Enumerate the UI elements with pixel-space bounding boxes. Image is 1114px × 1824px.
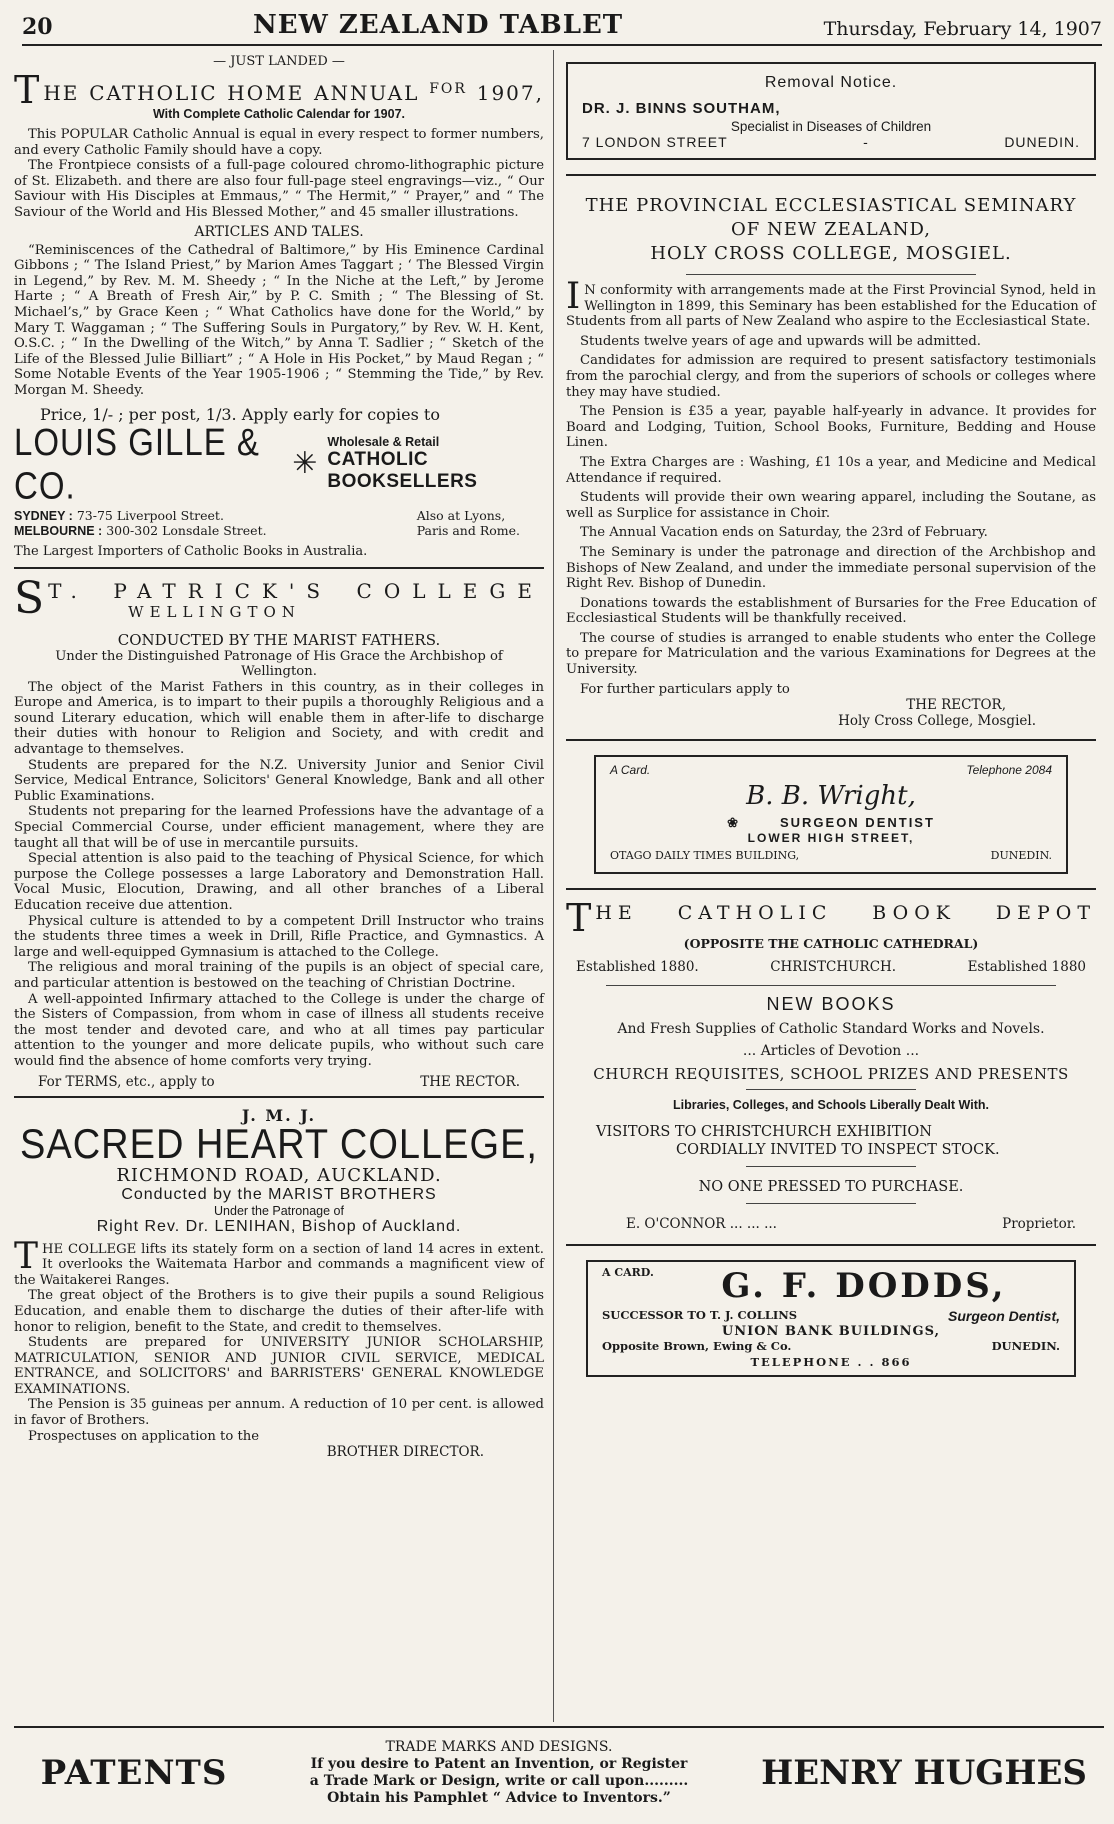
drop-cap: S [14, 572, 45, 624]
annual-word: ANNUAL [314, 81, 420, 105]
opposite: Opposite Brown, Ewing & Co. [602, 1339, 792, 1354]
proprietor: Proprietor. [1002, 1216, 1076, 1233]
henry-hughes: HENRY HUGHES [761, 1753, 1087, 1793]
title-word: COLLEGE [356, 578, 544, 603]
patronage: Under the Distinguished Patronage of His Grace the Archbishop of Wellington. [55, 648, 503, 680]
city: SYDNEY : [14, 508, 73, 523]
drop-cap: I [566, 276, 581, 317]
new-books: NEW BOOKS [766, 994, 896, 1015]
stp-paragraph: Students not preparing for the learned Professions have the advantage of a Special Commercial Course, under efficient management, where they are taught all that will be of use in mercantile pursuits. [14, 804, 544, 851]
sh-paragraph [14, 1235, 544, 1289]
annual-word: CATHOLIC [89, 81, 218, 105]
dash: - [863, 134, 869, 150]
seminary-paragraph: Students will provide their own wearing apparel, including the Soutane, as well as Surplice for assistance in Choir. [566, 490, 1096, 521]
dentist-name: G. F. DODDS, [721, 1266, 1007, 1307]
newspaper-title: NEW ZEALAND TABLET [253, 10, 624, 40]
title-city: WELLINGTON [128, 602, 301, 621]
ornament-icon: ❀ [727, 815, 740, 831]
title-word: HE [595, 902, 638, 925]
seminary-paragraph: The course of studies is arranged to enable students who enter the College to prepare for Matriculation and the various Examinations for Degrees at the University. [566, 630, 1096, 678]
annual-paragraph: The Frontpiece consists of a full-page coloured chromo-lithographic picture of St. Elizabeth. and there are also four full-page steel engravings—viz., “ Our Saviour with His Disciples at Emmaus,” “ The Hermit,” “ Prayer,” and “ The Saviour of the World and His Blessed Mother,” and 45 smaller illustrations. [14, 158, 544, 220]
seminary-paragraph: The Seminary is under the patronage and direction of the Archbishop and Bishops of New Zealand, and under the immediate personal supervision of the Right Rev. Bishop of Dunedin. [566, 544, 1096, 592]
drop-cap: T [14, 1235, 39, 1277]
city: CHRISTCHURCH. [770, 959, 897, 976]
trade-marks: TRADE MARKS AND DESIGNS. [385, 1739, 613, 1755]
no-one-pressed: NO ONE PRESSED TO PURCHASE. [698, 1179, 964, 1196]
successor: SUCCESSOR TO T. J. COLLINS [602, 1308, 798, 1323]
dentist-name: B. B. Wright, [746, 781, 916, 812]
terms: For TERMS, etc., apply to [38, 1073, 215, 1090]
established: Established 1880. [576, 959, 699, 976]
rector: THE RECTOR. [420, 1073, 520, 1090]
under-patronage: Under the Patronage of [214, 1203, 344, 1218]
largest-importers: The Largest Importers of Catholic Books in Australia. [14, 543, 368, 559]
annual-paragraph: “Reminiscences of the Cathedral of Baltimore,” by His Eminence Cardinal Gibbons ; “ The Island Priest,” by Marion Ames Taggart ; ‘ The Blessed Virgin in Legend,” by Rev. M. M. Sheedy ; “ In the Niche at the Left,” by Jerome Harte ; “ A Breath of Fresh Air,” by P. C. Smith ; “ The Blessing of St. Michael’s,” by Grace Keen ; “ What Catholics have done for the World,” by Mary T. Waggaman ; “ The Suffering Souls in Purgatory,” by Rev. W. H. Kent, O.S.C. ; “ In the Dwelling of the Witch,” by Anna T. Sadlier ; “ Sketch of the Life of the Blessed Julie Billiart” ; “ A Hole in His Pocket,” by Maud Regan ; “ Some Notable Events of the Year 1905-1906 ; “ Stemming the Tide,” by Rev. Morgan M. Sheedy. [14, 242, 544, 398]
annual-word: FOR [429, 81, 467, 97]
terms-row [14, 1074, 544, 1090]
stp-paragraph: The object of the Marist Fathers in this country, as in their colleges in Europe and America, is to impart to their pupils a thoroughly Religious and a sound Literary education, which will enable them in after-life to discharge their duties with honour to Religion and Society, and with credit and advantage to themselves. [14, 679, 544, 758]
seminary-rector: THE RECTOR, [906, 697, 1006, 714]
devotion: ... Articles of Devotion ... [742, 1043, 920, 1060]
specialist: Specialist in Diseases of Children [730, 119, 932, 134]
fresh-supplies: And Fresh Supplies of Catholic Standard Works and Novels. [617, 1021, 1045, 1038]
left-column [14, 50, 544, 1460]
drop-cap: T [14, 68, 40, 112]
sh-paragraph: The great object of the Brothers is to give their pupils a sound Religious Education, and enable them to discharge the duties of their after-life with honor to religion, benefit to the State, and credit to themselves. [14, 1288, 544, 1335]
price-line: Price, 1/- ; per post, 1/3. Apply early for copies to [40, 404, 440, 424]
footer-line: a Trade Mark or Design, write or call upon......... [309, 1773, 689, 1789]
libraries: Libraries, Colleges, and Schools Liberally Dealt With. [673, 1098, 989, 1113]
sacred-heart-ad [14, 1106, 544, 1461]
surgeon-dentist: Surgeon Dentist, [947, 1308, 1060, 1325]
page-number: 20 [22, 14, 53, 40]
right-column [566, 50, 1096, 1377]
city: DUNEDIN. [1004, 134, 1080, 150]
stp-paragraph: Special attention is also paid to the teaching of Physical Science, for which purpose the College possesses a large Laboratory and Demonstration Hall. Vocal Music, Elocution, Drawing, and all other branches of a Liberal Education receive due attention. [14, 851, 544, 913]
also-at: Paris and Rome. [416, 522, 520, 538]
footer-line: If you desire to Patent an Invention, or Register [310, 1756, 688, 1772]
city: MELBOURNE : [14, 523, 103, 538]
visitors: VISITORS TO CHRISTCHURCH EXHIBITION [596, 1124, 932, 1141]
sh-paragraph: Prospectuses on application to the [28, 1428, 260, 1444]
telephone: Telephone 2084 [966, 763, 1052, 778]
dodds-card [586, 1260, 1076, 1377]
book-depot-ad [566, 896, 1096, 1233]
wright-card [594, 755, 1068, 874]
addresses [14, 508, 544, 538]
seminary-paragraph: Candidates for admission are required to present satisfactory testimonials from the parochial clergy, and from the superiors of schools or colleges where they may have studied. [566, 353, 1096, 400]
issue-date: Thursday, February 14, 1907 [823, 18, 1102, 40]
doctor-name: DR. J. BINNS SOUTHAM, [582, 100, 781, 117]
seminary-h1: THE PROVINCIAL ECCLESIASTICAL SEMINARY [585, 195, 1077, 216]
stp-paragraph: Students are prepared for the N.Z. University Junior and Senior Civil Service, Medical Entrance, Solicitors' General Knowledge, Bank and all other Public Examinations. [14, 757, 544, 804]
seminary-paragraph: The Extra Charges are : Washing, £1 10s a year, and Medicine and Medical Attendance if required. [566, 454, 1096, 486]
city: DUNEDIN. [990, 849, 1052, 863]
card-label: A Card. [610, 763, 651, 778]
masthead [22, 6, 1102, 46]
annual-word: HOME [227, 81, 305, 105]
established: Established 1880 [967, 959, 1086, 976]
title-word: T. [48, 578, 89, 603]
seminary-paragraph: For further particulars apply to [580, 681, 790, 697]
star-icon: ✳ [292, 446, 318, 481]
seminary-ad [566, 194, 1096, 729]
telephone: TELEPHONE . . 866 [750, 1355, 912, 1370]
removal-address [582, 134, 1080, 150]
catholic-annual-ad [14, 54, 544, 559]
director: BROTHER DIRECTOR. [326, 1444, 484, 1461]
footer-line: Obtain his Pamphlet “ Advice to Inventors.” [327, 1790, 671, 1806]
annual-paragraph: This POPULAR Catholic Annual is equal in every respect to former numbers, and every Catholic Family should have a copy. [14, 127, 544, 158]
column-divider [553, 50, 554, 1722]
seminary-paragraph: The Pension is £35 a year, payable half-yearly in advance. It provides for Board and Lodging, Tuition, School Books, Furniture, Bedding and House Linen. [566, 404, 1096, 451]
street: 7 LONDON STREET [582, 134, 728, 150]
removal-notice [566, 62, 1096, 160]
annual-title [14, 68, 544, 112]
building: UNION BANK BUILDINGS, [721, 1324, 941, 1340]
seminary-text: N conformity with arrangements made at the First Provincial Synod, held in Wellington in 1899, this Seminary has been established for the Education of Students from all parts of New Zealand who aspire to the Ecclesiastical State. [566, 283, 1096, 330]
church-requisites: CHURCH REQUISITES, SCHOOL PRIZES AND PRESENTS [593, 1065, 1069, 1084]
address: 73-75 Liverpool Street. [76, 507, 224, 523]
jmj: J. M. J. [241, 1105, 317, 1125]
owner: E. O'CONNOR ... ... ... [626, 1216, 777, 1233]
road: RICHMOND ROAD, AUCKLAND. [116, 1164, 442, 1186]
stp-paragraph: The religious and moral training of the pupils is an object of special care, and particular attention is bestowed on the teaching of Christian Doctrine. [14, 960, 544, 991]
firm-row [14, 419, 544, 507]
seminary-paragraph: The Annual Vacation ends on Saturday, the 23rd of February. [580, 525, 988, 541]
annual-subtitle: With Complete Catholic Calendar for 1907. [152, 107, 406, 121]
seminary-paragraph: Students twelve years of age and upwards will be admitted. [580, 333, 981, 349]
title-word: CATHOLIC [677, 902, 833, 925]
seminary-college: Holy Cross College, Mosgiel. [838, 713, 1036, 730]
st-patricks-title [14, 572, 544, 624]
building: OTAGO DAILY TIMES BUILDING, [610, 849, 800, 863]
seminary-paragraph: Donations towards the establishment of Bursaries for the Free Education of Ecclesiastical Students will be thankfully received. [566, 595, 1096, 627]
city: DUNEDIN. [991, 1339, 1060, 1354]
sh-text: HE COLLEGE lifts its stately form on a section of land 14 acres in extent. It overlooks the Waitemata Harbor and commands a magnificent view of the Waitakerei Ranges. [14, 1241, 544, 1288]
street: LOWER HIGH STREET, [747, 831, 915, 846]
sh-paragraph: Students are prepared for UNIVERSITY JUNIOR SCHOLARSHIP, MATRICULATION, SENIOR AND JUNIOR CIVIL SERVICE, MEDICAL ENTRANCE, and SOLICITORS' and BARRISTERS' GENERAL KNOWLEDGE EXAMINATIONS. [14, 1335, 544, 1397]
stp-paragraph: A well-appointed Infirmary attached to the College is under the charge of the Sisters of Compassion, from whom in case of illness all students receive the most tender and devoted care, and who at all times pay particular attention to the younger and more delicate pupils, who without such care would find the absence of home comforts very trying. [14, 991, 544, 1069]
seminary-paragraph [566, 276, 1096, 330]
also-at: Also at Lyons, [416, 507, 506, 523]
wholesale-retail: Wholesale & Retail [327, 434, 440, 449]
conducted-by: CONDUCTED BY THE MARIST FATHERS. [117, 630, 441, 649]
removal-title: Removal Notice. [764, 74, 898, 91]
cordially: CORDIALLY INVITED TO INSPECT STOCK. [676, 1142, 1000, 1159]
stp-paragraph: Physical culture is attended to by a competent Drill Instructor who trains the students three times a week in Drill, Rifle Practice, and Gymnastics. A large and well-equipped Gymnasium is attached to the College. [14, 913, 544, 960]
title-word: DEPOT [995, 902, 1096, 925]
address: 300-302 Lonsdale Street. [106, 522, 267, 538]
opposite: (OPPOSITE THE CATHOLIC CATHEDRAL) [683, 936, 979, 952]
annual-word: 1907, [476, 81, 544, 105]
articles-heading: ARTICLES AND TALES. [194, 223, 364, 240]
dentist-title: SURGEON DENTIST [779, 815, 935, 831]
drop-cap: T [566, 896, 592, 941]
title-word: PATRICK'S [113, 578, 333, 603]
conducted-by: Conducted by the MARIST BROTHERS [121, 1185, 437, 1203]
seminary-h3: HOLY CROSS COLLEGE, MOSGIEL. [650, 243, 1012, 264]
catholic-booksellers: CATHOLIC BOOKSELLERS [327, 448, 478, 492]
seminary-heading [566, 194, 1096, 266]
title-word: BOOK [872, 902, 956, 925]
sh-paragraph: The Pension is 35 guineas per annum. A reduction of 10 per cent. is allowed in favor of Brothers. [14, 1397, 544, 1429]
annual-word: HE [43, 81, 80, 105]
card-label: A CARD. [602, 1266, 654, 1280]
sacred-heart-title: SACRED HEART COLLEGE, [20, 1121, 538, 1168]
just-landed: — JUST LANDED — [213, 54, 345, 69]
footer-ad [14, 1726, 1104, 1818]
patents: PATENTS [40, 1753, 228, 1793]
st-patricks-ad [14, 572, 544, 1090]
depot-title [566, 896, 1096, 941]
bishop: Right Rev. Dr. LENIHAN, Bishop of Auckland. [96, 1217, 462, 1235]
seminary-h2: OF NEW ZEALAND, [731, 219, 931, 240]
firm-name: LOUIS GILLE & CO. [14, 419, 260, 507]
